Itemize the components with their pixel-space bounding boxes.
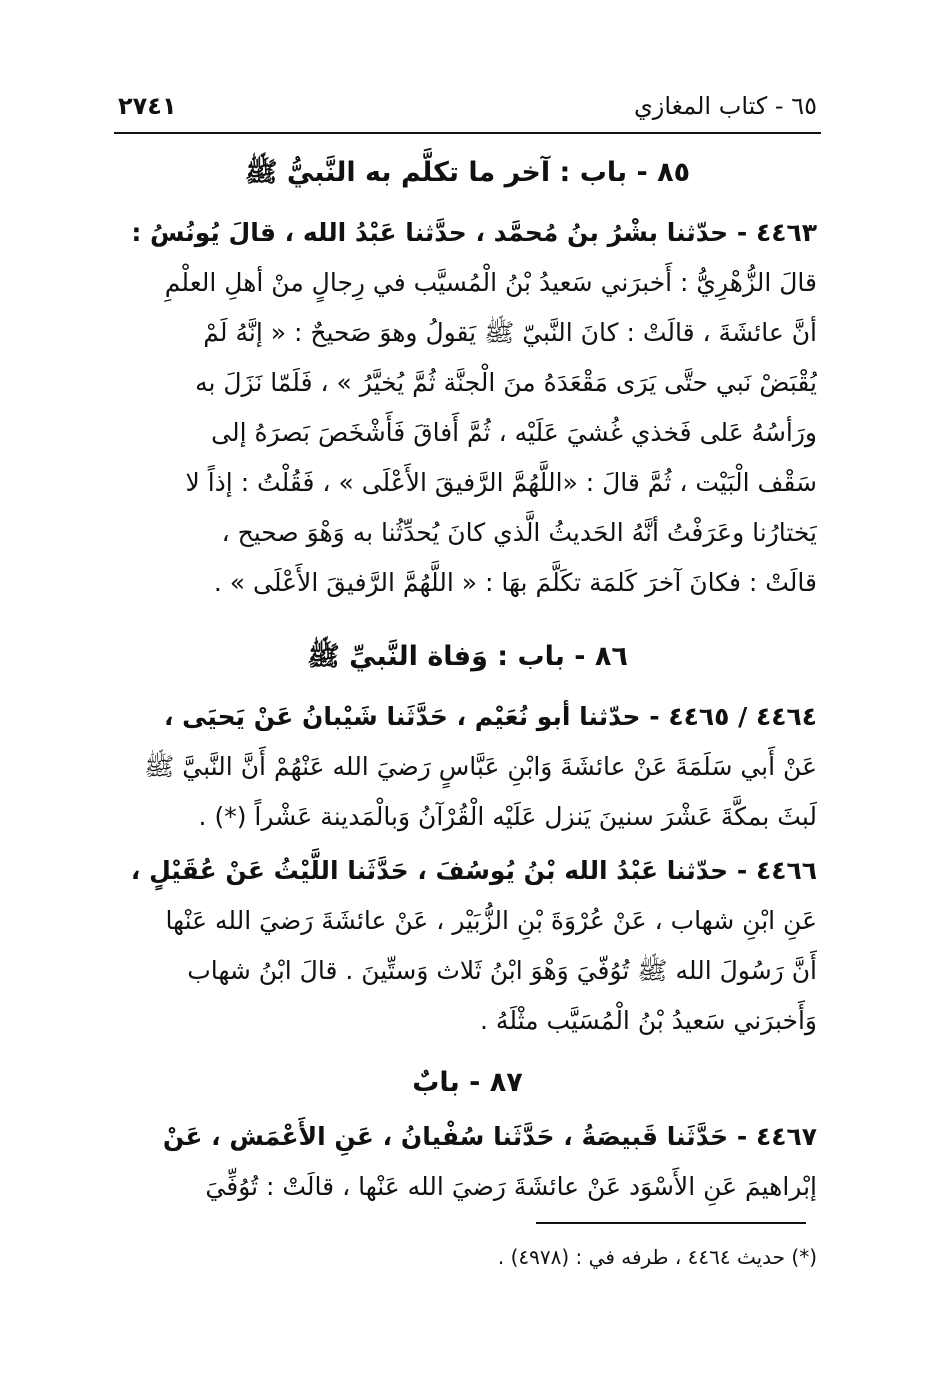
hadith-line: وَأَخبرَني سَعيدُ بْنُ الْمُسَيَّب مثْلَهُ .	[480, 1006, 817, 1035]
hadith-line: قالَتْ : فكانَ آخرَ كَلمَة تكَلَّمَ بهَا : « اللَّهُمَّ الرَّفيقَ الأَعْلَى » .	[213, 568, 817, 597]
hadith-line: يُقْبَضْ نَبي حتَّى يَرَى مَقْعَدَهُ منَ الْجنَّة ثُمَّ يُخيَّرُ » ، فَلَمّا نَزَلَ به	[195, 368, 817, 397]
hadith-line: قالَ الزُّهْرِيُّ : أَخبرَني سَعيدُ بْنُ الْمُسيَّب في رِجالٍ منْ أهلِ العلْمِ	[164, 268, 817, 297]
hadith-4464-4465	[118, 692, 817, 842]
footnote-divider	[536, 1222, 806, 1224]
hadith-4467	[118, 1112, 817, 1212]
footnote: (*) حديث ٤٤٦٤ ، طرفه في : (٤٩٧٨) .	[497, 1245, 817, 1269]
hadith-line: يَختارُنا وعَرَفْتُ أنَّهُ الحَديثُ الَّذي كانَ يُحدِّثُنا به وَهْوَ صحيح ،	[221, 518, 817, 547]
hadith-line: عَنِ ابْنِ شهاب ، عَنْ عُرْوَةَ بْنِ الزُّبَيْر ، عَنْ عائشَةَ رَضيَ الله عَنْها	[165, 906, 817, 935]
hadith-line: عَنْ أَبي سَلَمَةَ عَنْ عائشَةَ وَابْنِ عَبَّاسٍ رَضيَ الله عَنْهُمْ أَنَّ النَّبيَّ ﷺ	[144, 752, 817, 781]
running-header	[118, 86, 817, 126]
header-divider	[114, 132, 821, 134]
hadith-line: ٤٤٦٦ - حدّثنا عَبْدُ الله بْنُ يُوسُفَ ، حَدَّثَنا اللَّيْثُ عَنْ عُقَيْلٍ ،	[130, 856, 817, 885]
hadith-line: ٤٤٦٤ / ٤٤٦٥ - حدّثنا أبو نُعَيْم ، حَدَّثَنا شَيْبانُ عَنْ يَحيَى ،	[163, 702, 817, 731]
hadith-line: أَنَّ رَسُولَ الله ﷺ تُوُفّيَ وَهْوَ ابْنُ ثَلاث وَستِّينَ . قالَ ابْنُ شهاب	[187, 956, 817, 985]
hadith-line: ورَأسُهُ عَلى فَخذي غُشيَ عَلَيْه ، ثُمَّ أَفاقَ فَأَشْخَصَ بَصرَهُ إلى	[211, 418, 817, 447]
hadith-line: ٤٤٦٧ - حَدَّثَنا قَبيصَةُ ، حَدَّثَنا سُفْيانُ ، عَنِ الأَعْمَش ، عَنْ	[162, 1122, 817, 1151]
chapter-title: ٦٥ - كتاب المغازي	[633, 92, 817, 120]
hadith-4463	[118, 208, 817, 608]
hadith-4466	[118, 846, 817, 1046]
page-number: ٢٧٤١	[118, 92, 177, 120]
hadith-line: إبْراهيمَ عَنِ الأَسْوَد عَنْ عائشَةَ رَضيَ الله عَنْها ، قالَتْ : تُوُفِّيَ	[205, 1172, 817, 1201]
section-heading-85: ٨٥ - باب : آخر ما تكلَّم به النَّبيُّ ﷺ	[244, 157, 691, 188]
hadith-line: ٤٤٦٣ - حدّثنا بشْرُ بنُ مُحمَّد ، حدَّثنا عَبْدُ الله ، قالَ يُونُسُ :	[131, 218, 817, 247]
hadith-line: سَقْف الْبَيْت ، ثُمَّ قالَ : «اللَّهُمَّ الرَّفيقَ الأَعْلَى » ، فَقُلْتُ : إذاً لا	[185, 468, 817, 497]
section-heading-86: ٨٦ - باب : وَفاة النَّبيِّ ﷺ	[307, 641, 628, 672]
hadith-line: أنَّ عائشَةَ ، قالَتْ : كانَ النَّبيّ ﷺ يَقولُ وهوَ صَحيحٌ : « إنَّهُ لَمْ	[203, 318, 817, 347]
section-heading-87: ٨٧ - بابٌ	[412, 1067, 523, 1098]
hadith-line: لَبثَ بمكَّةَ عَشْرَ سنينَ يَنزل عَلَيْه الْقُرْآنُ وَبالْمَدينة عَشْراً (*) .	[198, 802, 817, 831]
